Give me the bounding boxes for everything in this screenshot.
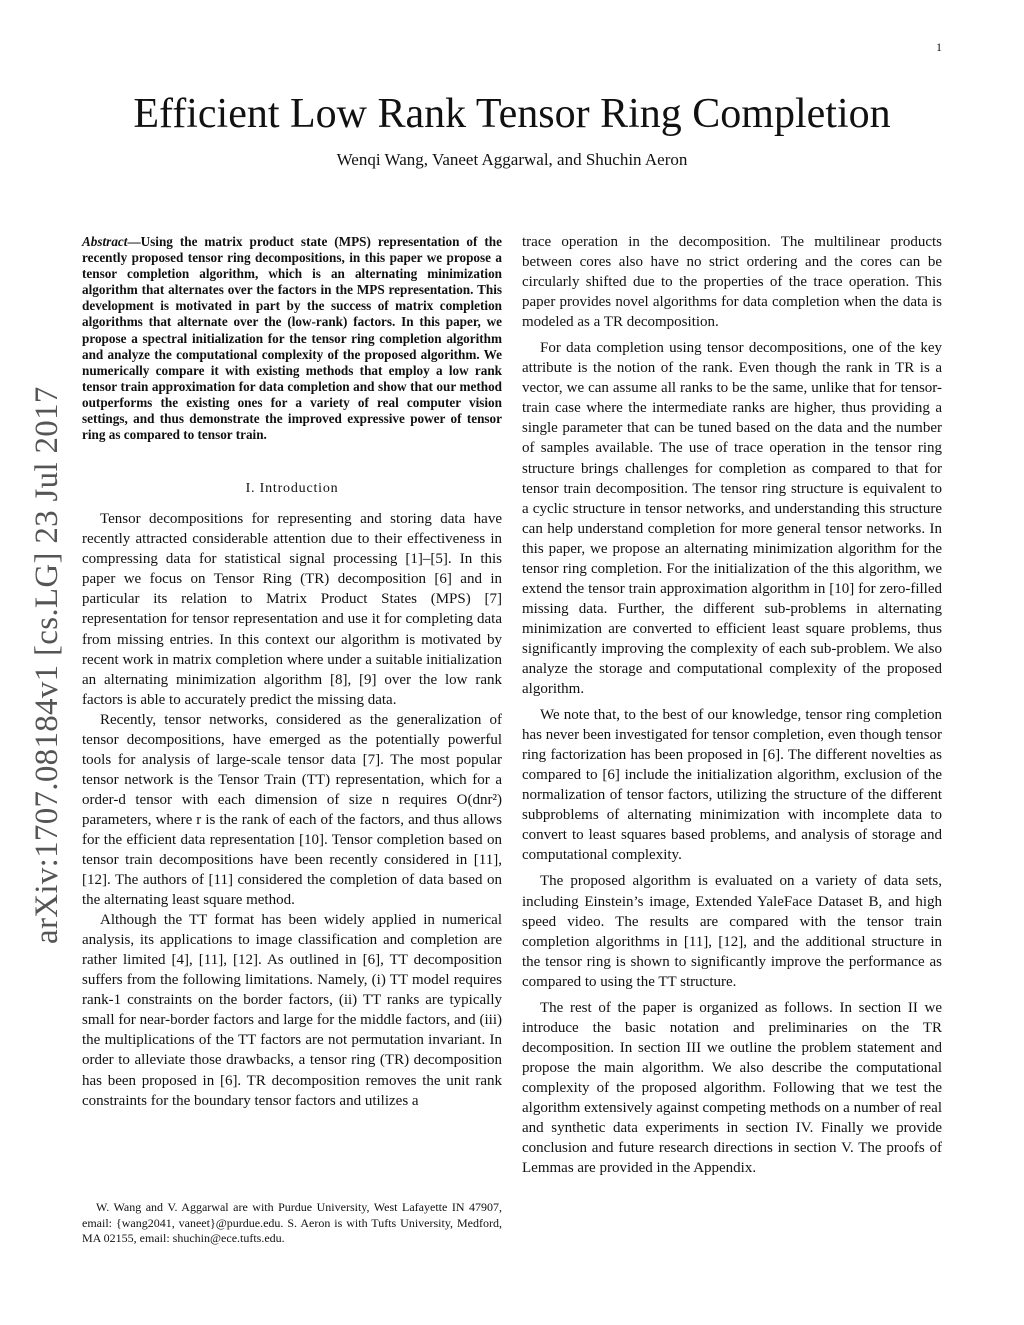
right-paragraph-2: For data completion using tensor decompositions, one of the key attribute is the notion of the rank. Even though the rank in TR is a vector, we can assume all ranks to be the same, unlike that for tensor-train case where the intermediate ranks are higher, thus providing a single parameter that can be tuned based on the data and the number of samples available. The use of trace operation in the tensor ring structure brings challenges for completion as compared to that for tensor train decomposition. The tensor ring structure is equivalent to a cyclic structure in tensor networks, and understanding this structure can help understand completion for more general tensor networks. In this paper, we propose an alternating minimization algorithm for the tensor ring completion. For the initialization of the this algorithm, we extend the tensor train approximation algorithm in [10] for zero-filled missing data. Further, the different sub-problems in alternating minimization are converted to efficient least square problems, thus significantly improving the complexity of each sub-problem. We also analyze the storage and computational complexity of the proposed algorithm. <box>522 340 942 698</box>
paper-title: Efficient Low Rank Tensor Ring Completion <box>133 91 891 137</box>
intro-paragraph-1: Tensor decompositions for representing and storing data have recently attracted considerable attention due to their effectiveness in compressing data for statistical signal processing [1]–[5]. In this paper we focus on Tensor Ring (TR) decomposition [6] and in particular its relation to Matrix Product States (MPS) [7] representation for tensor representation and use it for completing data from missing entries. In this context our algorithm is motivated by recent work in matrix completion where under a suitable initialization an alternating minimization algorithm [8], [9] over the low rank factors is able to accurately predict the missing data. <box>82 511 502 708</box>
right-paragraph-1: trace operation in the decomposition. The multilinear products between cores also have no strict ordering and the cores can be circularly shifted due to the properties of the trace operation. This paper provides novel algorithms for data completion when the data is modeled as a TR decomposition. <box>522 234 942 331</box>
arxiv-identifier: arXiv:1707.08184v1 [cs.LG] 23 Jul 2017 <box>29 386 65 944</box>
intro-paragraph-2: Recently, tensor networks, considered as the generalization of tensor decompositions, have emerged as the potentially powerful tools for analysis of large-scale tensor data [7]. The most popular tensor network is the Tensor Train (TT) representation, which for a order-d tensor with each dimension of size n requires O(dnr²) parameters, where r is the rank of each of the factors, and thus allows for the efficient data representation [10]. Tensor completion based on tensor train decompositions have been recently considered in [11], [12]. The authors of [11] considered the completion of data based on the alternating least square method. <box>82 711 502 909</box>
section-heading-introduction: I. Introduction <box>245 481 339 497</box>
right-paragraph-5: The rest of the paper is organized as follows. In section II we introduce the basic notation and preliminaries on the TR decomposition. In section III we outline the problem statement and propose the main algorithm. We also describe the computational complexity of the proposed algorithm. Following that we test the algorithm extensively against competing methods on a number of real and synthetic data experiments in section IV. Finally we provide conclusion and future research directions in section V. The proofs of Lemmas are provided in the Appendix. <box>522 999 942 1177</box>
intro-paragraph-3: Although the TT format has been widely applied in numerical analysis, its applications to image classification and completion are rather limited [4], [11], [12]. As outlined in [6], TT decomposition suffers from the following limitations. Namely, (i) TT model requires rank-1 constraints on the border factors, (ii) TT ranks are typically small for near-border factors and large for the middle factors, and (iii) the multiplications of the TT factors are not permutation invariant. In order to alleviate those drawbacks, a tensor ring (TR) decomposition has been proposed in [6]. TR decomposition removes the unit rank constraints for the boundary tensor factors and utilizes a <box>82 912 502 1109</box>
right-paragraph-3: We note that, to the best of our knowledge, tensor ring completion has never been investigated for tensor completion, even though tensor ring factorization has been proposed in [6]. The different novelties as compared to [6] include the initialization algorithm, exclusion of the normalization of tensor factors, utilizing the structure of the different subproblems of alternating minimization with incomplete data to convert to least squares based problems, and analysis of storage and computational complexity. <box>522 707 942 864</box>
author-footnote: W. Wang and V. Aggarwal are with Purdue University, West Lafayette IN 47907, email: {wang2041, vaneet}@purdue.edu. S. Aeron is with Tufts University, Medford, MA 02155, email: shuchin@ece.tufts.edu. <box>82 1200 502 1245</box>
right-column <box>522 232 942 1178</box>
abstract-lead: Abstract <box>82 234 128 249</box>
abstract-text: —Using the matrix product state (MPS) representation of the recently proposed tensor ring decompositions, in this paper we propose a tensor completion algorithm, which is an alternating minimization algorithm that alternates over the factors in the MPS representation. This development is motivated in part by the success of matrix completion algorithms that alternate over the (low-rank) factors. In this paper, we propose a spectral initialization for the tensor ring completion algorithm and analyze the computational complexity of the proposed algorithm. We numerically compare it with existing methods that employ a low rank tensor train approximation for data completion and show that our method outperforms the existing ones for a variety of real computer vision settings, and thus demonstrate the improved expressive power of tensor ring as compared to tensor train. <box>82 234 502 443</box>
right-paragraph-4: The proposed algorithm is evaluated on a variety of data sets, including Einstein’s image, Extended YaleFace Dataset B, and high speed video. The results are compared with the tensor train completion algorithms in [11], [12], and the additional structure in the tensor ring is shown to significantly improve the performance as compared to using the TT structure. <box>522 873 942 990</box>
left-column <box>82 234 502 1111</box>
abstract <box>82 234 502 443</box>
author-list: Wenqi Wang, Vaneet Aggarwal, and Shuchin Aeron <box>336 150 688 169</box>
page-number: 1 <box>936 40 942 54</box>
